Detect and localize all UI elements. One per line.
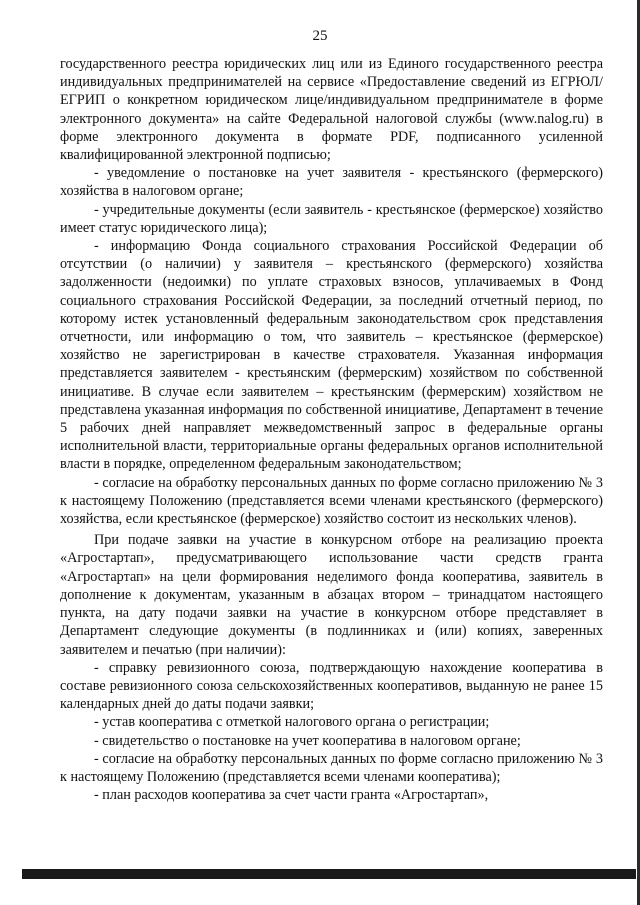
list-item: - согласие на обработку персональных данных по форме согласно приложению № 3 к настоящему Положению (представляется всеми членами кооператива); [60, 750, 603, 785]
list-item: - учредительные документы (если заявитель - крестьянское (фермерское) хозяйство имеет статус юридического лица); [60, 201, 603, 236]
list-item: - план расходов кооператива за счет части гранта «Агростартап», [94, 787, 489, 804]
paragraph: При подаче заявки на участие в конкурсном отборе на реализацию проекта «Агростартап», предусматривающего использование части средств гранта «Агростартап» на цели формирования неделимого фонда кооператива, заявитель в дополнение к документам, указанным в абзацах втором – тринадцатом настоящего пункта, на дату подачи заявки на участие в конкурсном отборе представляет в Департамент следующие документы (в подлинниках и (или) копиях, заверенных заявителем и печатью (при наличии): [60, 532, 603, 658]
list-item: - справку ревизионного союза, подтверждающую нахождение кооператива в составе ревизионного союза сельскохозяйственных кооперативов, выданную не ранее 15 календарных дней до даты подачи заявки; [60, 659, 603, 713]
list-item: - устав кооператива с отметкой налогового органа о регистрации; [94, 714, 490, 731]
list-item: - свидетельство о постановке на учет кооператива в налоговом органе; [94, 732, 521, 749]
list-item: - согласие на обработку персональных данных по форме согласно приложению № 3 к настоящему Положению (представляется всеми членами крестьянского (фермерского) хозяйства, если крестьянское (фермерское) хозяйство состоит из нескольких членов). [60, 474, 603, 528]
scan-border-bottom [22, 869, 636, 879]
paragraph: государственного реестра юридических лиц или из Единого государственного реестра индивидуальных предпринимателей на сервисе «Предоставление сведений из ЕГРЮЛ/ЕГРИП о конкретном юридическом лице/индивидуальном предпринимателе в форме электронного документа» на сайте Федеральной налоговой службы (www.nalog.ru) в форме электронного документа в формате PDF, подписанного усиленной квалифицированной электронной подписью; [60, 56, 603, 164]
document-body [60, 55, 603, 804]
page-number: 25 [312, 28, 328, 44]
list-item: - уведомление о постановке на учет заявителя - крестьянского (фермерского) хозяйства в налоговом органе; [60, 165, 603, 200]
list-item: - информацию Фонда социального страхования Российской Федерации об отсутствии (о наличии) у заявителя – крестьянского (фермерского) хозяйства задолженности (недоимки) по уплате страховых взносов, уплачиваемых в Фонд социального страхования Российской Федерации, за последний отчетный период, по которому истек установленный федеральным законодательством срок представления отчетности, или информацию о том, что заявитель – крестьянское (фермерское) хозяйство не зарегистрирован в качестве страхователя. Указанная информация представляется заявителем - крестьянским (фермерским) хозяйством по собственной инициативе. В случае если заявителем – крестьянским (фермерским) хозяйством не представлена указанная информация по собственной инициативе, Департамент в течение 5 рабочих дней направляет межведомственный запрос в федеральные органы исполнительной власти, территориальные органы федеральных органов исполнительной власти в порядке, определенном федеральным законодательством; [60, 238, 603, 473]
